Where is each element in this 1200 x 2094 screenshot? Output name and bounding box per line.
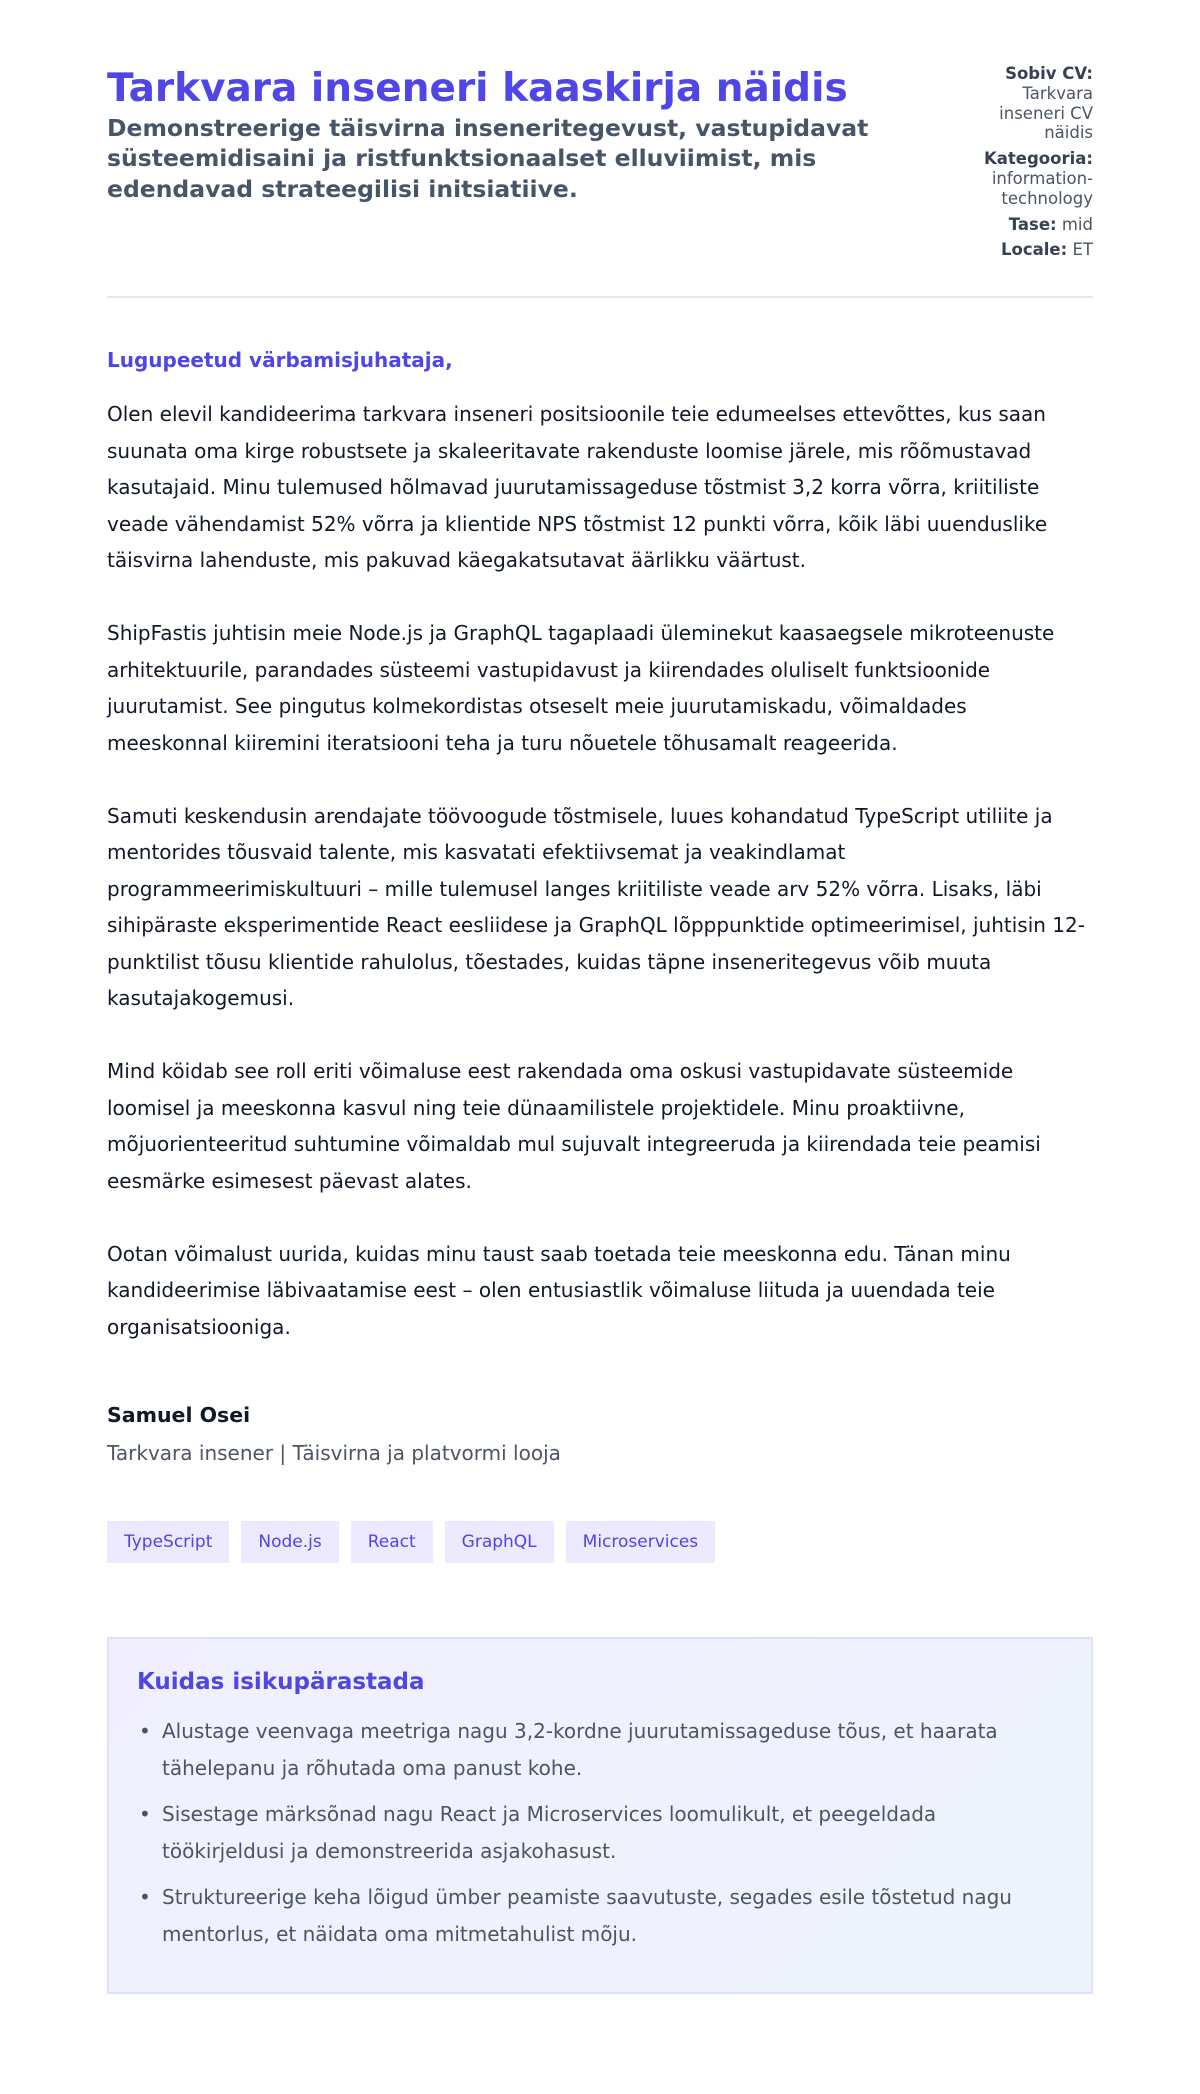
meta-category — [973, 149, 1093, 208]
skill-tags — [107, 1521, 1093, 1563]
skill-tag: GraphQL — [445, 1521, 554, 1563]
meta-category-value: information-technology — [991, 168, 1093, 208]
meta-panel — [973, 64, 1093, 266]
letter-paragraph: Olen elevil kandideerima tarkvara inseneri positsioonile teie edumeelses ettevõttes, kus saan suunata oma kirge robustsete ja skaleeritavate rakenduste loomise järele, mis rõõmustavad kasutajaid. Minu tulemused hõlmavad juurutamissageduse tõstmist 3,2 korra võrra, kriitiliste veade vähendamist 52% võrra ja klientide NPS tõstmist 12 punkti võrra, kõik läbi uuenduslike täisvirna lahenduste, mis pakuvad käegakatsutavat äärlikku väärtust. — [107, 402, 1048, 573]
meta-level-value: mid — [1061, 214, 1093, 234]
tip-item: • Alustage veenvaga meetriga nagu 3,2-kordne juurutamissageduse tõus, et haarata tähelepanu ja rõhutada oma panust kohe. — [137, 1713, 1061, 1787]
tip-item: • Struktureerige keha lõigud ümber peamiste saavutuste, segades esile tõstetud nagu mentorlus, et näidata oma mitmetahulist mõju. — [137, 1879, 1061, 1953]
meta-cv-value[interactable]: Tarkvara inseneri CV näidis — [999, 83, 1093, 143]
page-header — [107, 64, 1093, 298]
meta-cv-label: Sobiv CV: — [1005, 64, 1093, 83]
tips-list — [137, 1713, 1061, 1953]
letter-paragraph: Samuti keskendusin arendajate töövoogude tõstmisele, luues kohandatud TypeScript utiliite ja mentorides tõusvaid talente, mis kasvatati efektiivsemat ja veakindlamat programmeerimiskultuuri – mille tulemusel langes kriitiliste veade arv 52% võrra. Lisaks, läbi sihipäraste eksperimentide React eesliidese ja GraphQL lõpppunktide optimeerimisel, juhtisin 12-punktilist tõusu klientide rahulolus, tõestades, kuidas täpne inseneritegevus võib muuta kasutajakogemusi. — [107, 803, 1085, 1011]
signature-title: Tarkvara insener | Täisvirna ja platvormi looja — [107, 1441, 561, 1466]
letter-paragraph: ShipFastis juhtisin meie Node.js ja GraphQL tagaplaadi üleminekut kaasaegsele mikroteenuste arhitektuurile, parandades süsteemi vastupidavust ja kiirendades oluliselt funktsioonide juurutamist. See pingutus kolmekordistas otseselt meie juurutamiskadu, võimaldades meeskonnal kiiremini iteratsiooni teha ja turu nõuetele tõhusamalt reageerida. — [107, 621, 1055, 755]
personalization-tips-box — [107, 1637, 1093, 1994]
skill-tag: Microservices — [566, 1521, 716, 1563]
meta-cv — [973, 64, 1093, 143]
skill-tag: TypeScript — [107, 1521, 229, 1563]
skill-tag: React — [351, 1521, 433, 1563]
meta-level — [973, 215, 1093, 235]
meta-level-label: Tase: — [1008, 214, 1057, 234]
meta-locale-label: Locale: — [1001, 240, 1068, 260]
meta-locale — [973, 240, 1093, 260]
meta-locale-value: ET — [1072, 240, 1093, 260]
letter-paragraph: Mind köidab see roll eriti võimaluse eest rakendada oma oskusi vastupidavate süsteemide loomisel ja meeskonna kasvul ning teie dünaamilistele projektidele. Minu proaktiivne, mõjuorienteeritud suhtumine võimaldab mul sujuvalt integreeruda ja kiirendada teie peamisi eesmärke esimesest päevast alates. — [107, 1059, 1041, 1193]
page-subtitle: Demonstreerige täisvirna inseneritegevust, vastupidavat süsteemidisaini ja ristfunktsionaalset elluviimist, mis edendavad strateegilisi initsiatiive. — [107, 113, 869, 203]
meta-category-label: Kategooria: — [983, 149, 1093, 169]
signature-name: Samuel Osei — [107, 1403, 251, 1428]
tip-item: • Sisestage märksõnad nagu React ja Microservices loomulikult, et peegeldada töökirjeldusi ja demonstreerida asjakohasust. — [137, 1796, 1061, 1870]
skill-tag: Node.js — [241, 1521, 338, 1563]
letter-paragraph: Ootan võimalust uurida, kuidas minu taust saab toetada teie meeskonna edu. Tänan minu kandideerimise läbivaatamise eest – olen entusiastlik võimaluse liituda ja uuendada teie organisatsiooniga. — [107, 1241, 1011, 1339]
title-block — [107, 64, 947, 204]
page-title: Tarkvara inseneri kaaskirja näidis — [107, 66, 848, 111]
salutation: Lugupeetud värbamisjuhataja, — [107, 348, 453, 373]
tips-title: Kuidas isikupärastada — [137, 1669, 425, 1696]
